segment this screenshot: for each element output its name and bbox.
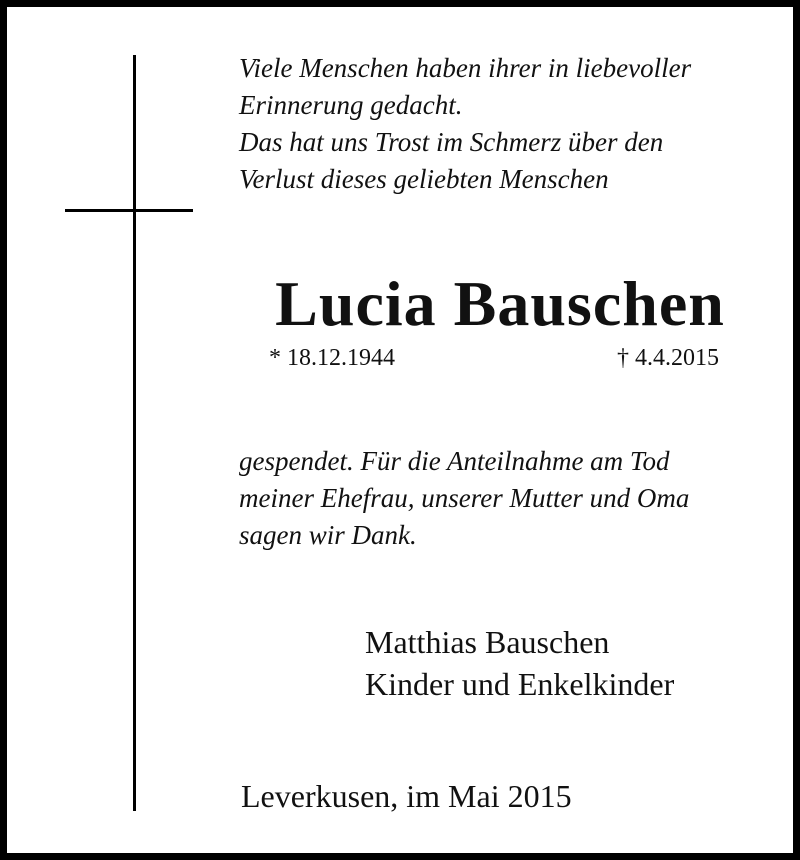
- birth-date: * 18.12.1944: [269, 345, 395, 371]
- death-date: † 4.4.2015: [617, 345, 719, 371]
- thanks-text: [239, 443, 761, 554]
- intro-line: Viele Menschen haben ihrer in liebevoller: [239, 53, 692, 83]
- signature-line-2: Kinder und Enkelkinder: [365, 666, 675, 702]
- place-date: Leverkusen, im Mai 2015: [241, 778, 572, 814]
- intro-line: Erinnerung gedacht.: [239, 90, 463, 120]
- cross-vertical-bar: [133, 55, 136, 811]
- thanks-line: sagen wir Dank.: [239, 520, 417, 550]
- intro-line: Das hat uns Trost im Schmerz über den: [239, 127, 664, 157]
- thanks-line: meiner Ehefrau, unserer Mutter und Oma: [239, 483, 690, 513]
- deceased-name: Lucia Bauschen: [275, 268, 725, 339]
- thanks-line: gespendet. Für die Anteilnahme am Tod: [239, 446, 670, 476]
- cross-horizontal-bar: [65, 209, 193, 212]
- intro-line: Verlust dieses geliebten Menschen: [239, 164, 609, 194]
- intro-text: [239, 50, 761, 198]
- signature-line-1: Matthias Bauschen: [365, 624, 610, 660]
- signature-block: [365, 621, 674, 705]
